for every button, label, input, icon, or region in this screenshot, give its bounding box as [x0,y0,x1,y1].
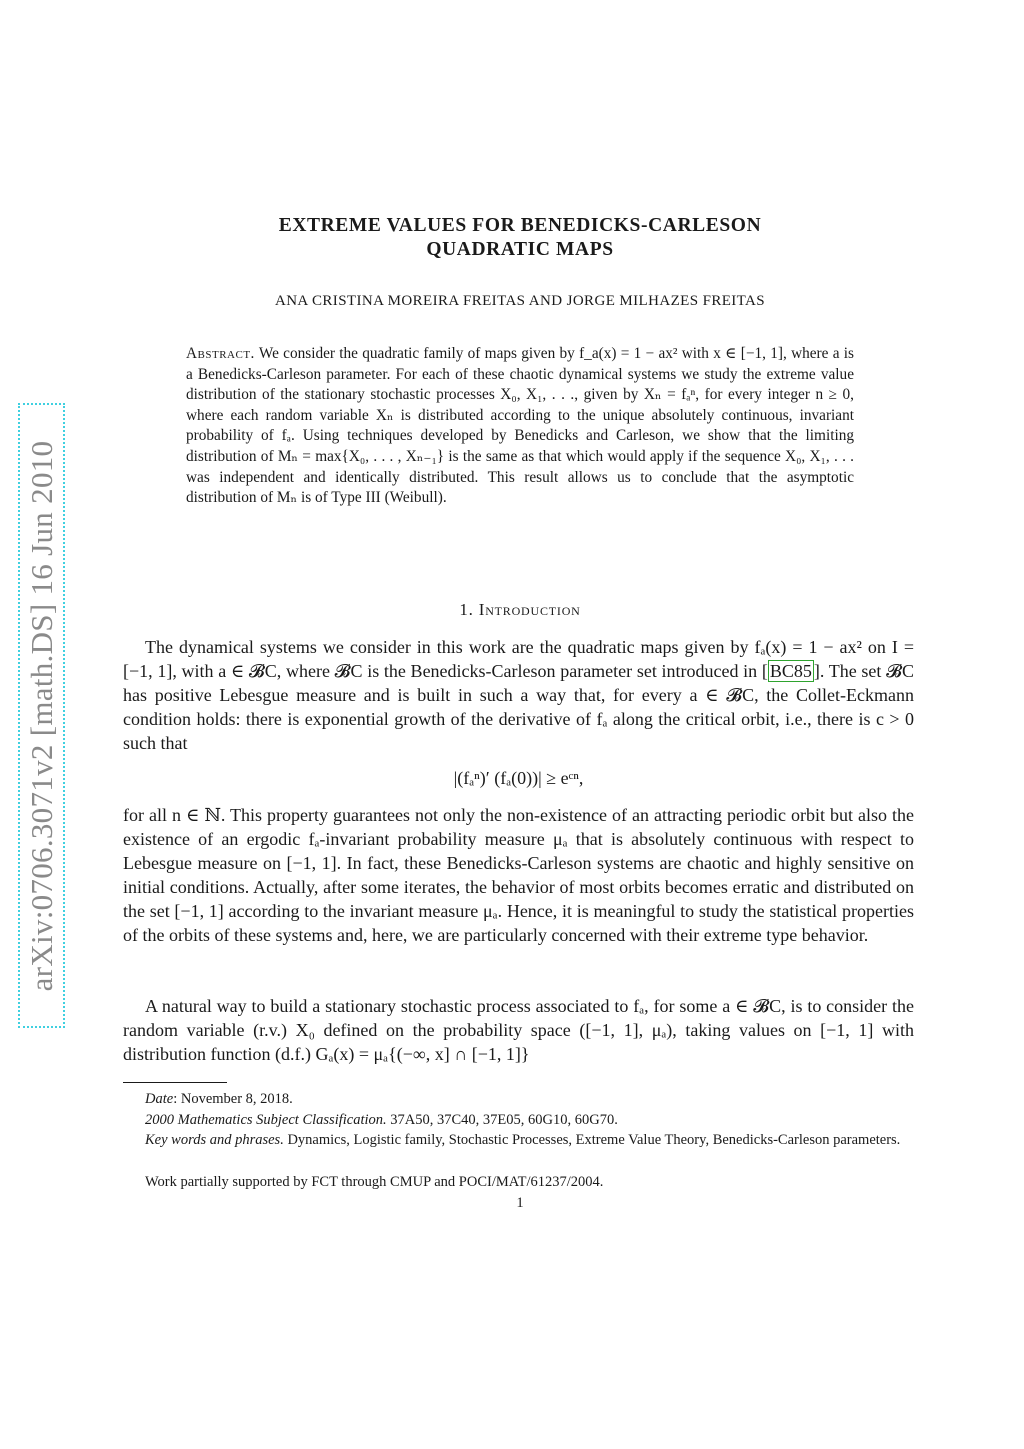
intro-paragraph-1-continued: for all n ∈ ℕ. This property guarantees not only the non-existence of an attracting periodic orbit but also the existence of an ergodic fₐ-invariant probability measure μₐ that is absolutely continuous with respect to Lebesgue measure on [−1, 1]. In fact, these Benedicks-Carleson systems are chaotic and highly sensitive on initial conditions. Actually, after some iterates, the behavior of most orbits becomes erratic and distributed on the set [−1, 1] according to the invariant measure μₐ. Hence, it is meaningful to study the statistical properties of the orbits of these systems and, here, we are particularly concerned with their extreme type behavior. [123,805,914,945]
authors: ANA CRISTINA MOREIRA FREITAS AND JORGE MILHAZES FREITAS [274,293,766,309]
paper-title [180,214,860,262]
arxiv-stamp[interactable]: arXiv:0706.3071v2 [math.DS] 16 Jun 2010 [24,440,59,992]
msc-label: 2000 Mathematics Subject Classification. [145,1112,387,1128]
msc-value: 37A50, 37C40, 37E05, 60G10, 60G70. [386,1112,618,1128]
date-label: Date [145,1091,174,1107]
intro-p1-text-continued: . The set 𝓑C has positive Lebesgue measure and is built in such a way that, for every a ∈ 𝓑C, the Collet-Eckmann condition holds: there is exponential growth of the derivative of fₐ along the critical orbit, i.e., there is c > 0 such that [123,661,914,753]
title-line-2: QUADRATIC MAPS [426,239,614,260]
title-line-1: EXTREME VALUES FOR BENEDICKS-CARLESON [278,215,762,236]
intro-paragraph-2: A natural way to build a stationary stochastic process associated to fₐ, for some a ∈ 𝓑C, is to consider the random variable (r.v.) X₀ defined on the probability space ([−1, 1], μₐ), taking values on [−1, 1] with distribution function (d.f.) Gₐ(x) = μₐ{(−∞, x] ∩ [−1, 1]} [123,996,914,1064]
section-title: 1. Introduction [459,600,581,619]
intro-paragraph-1: The dynamical systems we consider in this work are the quadratic maps given by fₐ(x) = 1 − ax² on I = [−1, 1], with a ∈ 𝓑C, where 𝓑C is the Benedicks-Carleson parameter set introduced in [ BC85 ]. The set 𝓑C has positive Lebesgue measure and is built in such a way that, for every a ∈ 𝓑C, the Collet-Eckmann condition holds: there is exponential growth of the derivative of fₐ along the critical orbit, i.e., there is c > 0 such that [123,637,914,753]
footnote-msc [123,1110,914,1131]
display-equation: |(fₐⁿ)′ (fₐ(0))| ≥ eᶜⁿ, [453,768,584,788]
footnote-rule [123,1082,227,1083]
page-number: 1 [516,1195,524,1211]
abstract-heading: Abstract. [186,345,255,362]
keywords-label: Key words and phrases. [145,1132,284,1148]
citation-link[interactable]: BC85 [769,661,812,681]
date-value: : November 8, 2018. [173,1091,293,1107]
abstract [186,344,854,509]
footnote-keywords [123,1130,914,1151]
footnote-funding: Work partially supported by FCT through CMUP and POCI/MAT/61237/2004. [145,1174,604,1190]
footnote-date [123,1089,914,1110]
intro-p1-text: The dynamical systems we consider in this work are the quadratic maps given by fₐ(x) = 1 − ax² on I = [−1, 1], with a ∈ 𝓑C, where 𝓑C is the Benedicks-Carleson parameter set introduced in [123,637,914,681]
keywords-value: Dynamics, Logistic family, Stochastic Processes, Extreme Value Theory, Benedicks-Carleson parameters. [283,1132,901,1148]
abstract-text: We consider the quadratic family of maps given by f_a(x) = 1 − ax² with x ∈ [−1, 1], where a is a Benedicks-Carleson parameter. For each of these chaotic dynamical systems we study the extreme value distribution of the stationary stochastic processes X₀, X₁, . . ., given by Xₙ = fₐⁿ, for every integer n ≥ 0, where each random variable Xₙ is distributed according to the unique absolutely continuous, invariant probability of fₐ. Using techniques developed by Benedicks and Carleson, we show that the limiting distribution of Mₙ = max{X₀, . . . , Xₙ₋₁} is the same as that which would apply if the sequence X₀, X₁, . . . was independent and identically distributed. This result allows us to conclude that the asymptotic distribution of Mₙ is of Type III (Weibull). [186,345,854,507]
